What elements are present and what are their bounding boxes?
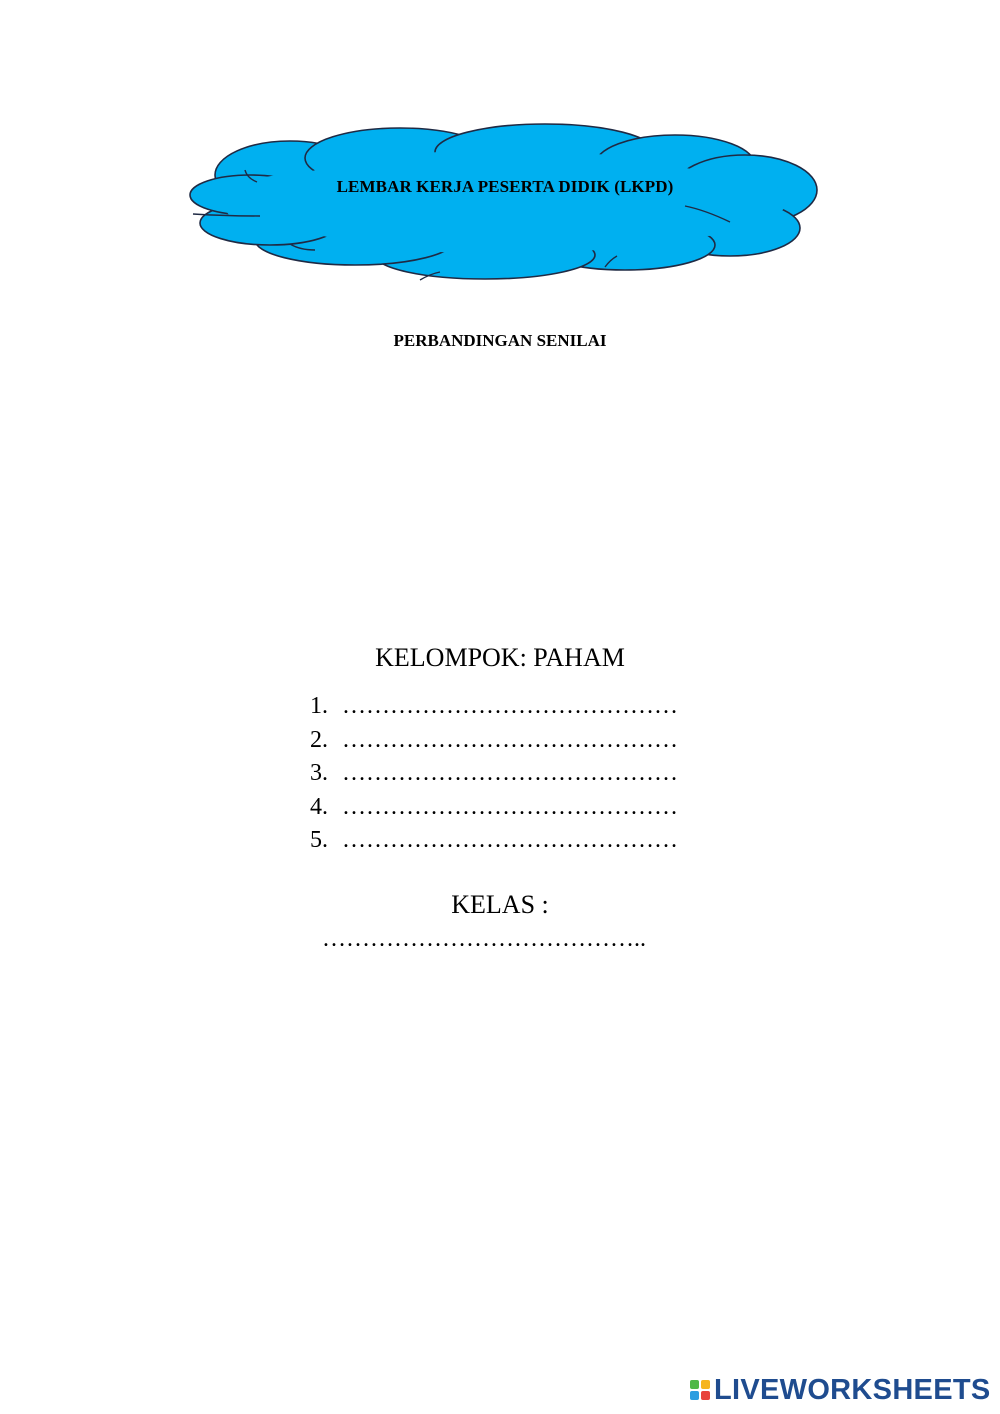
member-list — [310, 690, 678, 858]
member-item — [310, 757, 678, 791]
member-blank[interactable]: …………………………………… — [342, 827, 678, 853]
class-blank[interactable]: ………………………………….. — [322, 926, 646, 952]
member-number: 5. — [310, 827, 328, 853]
member-number: 1. — [310, 693, 328, 719]
brand-footer[interactable] — [690, 1372, 991, 1408]
member-number: 2. — [310, 726, 328, 753]
logo-square — [690, 1391, 699, 1400]
member-blank[interactable]: …………………………………… — [342, 793, 678, 820]
member-item — [310, 724, 678, 758]
cloud-shape — [185, 120, 825, 285]
member-number: 4. — [310, 793, 328, 820]
worksheet-title: LEMBAR KERJA PESERTA DIDIK (LKPD) — [336, 177, 674, 196]
member-blank[interactable]: …………………………………… — [342, 760, 678, 786]
member-blank[interactable]: …………………………………… — [342, 726, 678, 753]
logo-square — [690, 1380, 699, 1389]
logo-square — [701, 1380, 710, 1389]
logo-square — [701, 1391, 710, 1400]
member-item — [310, 824, 678, 858]
class-label: KELAS : — [451, 890, 549, 919]
group-title: KELOMPOK: PAHAM — [375, 643, 625, 672]
member-number: 3. — [310, 760, 328, 786]
member-item — [310, 791, 678, 825]
liveworksheets-logo-icon — [690, 1380, 710, 1400]
member-item — [310, 690, 678, 724]
brand-name: LIVEWORKSHEETS — [714, 1373, 991, 1406]
member-blank[interactable]: …………………………………… — [342, 693, 678, 719]
topic-title: PERBANDINGAN SENILAI — [393, 331, 607, 350]
title-cloud — [185, 120, 825, 285]
